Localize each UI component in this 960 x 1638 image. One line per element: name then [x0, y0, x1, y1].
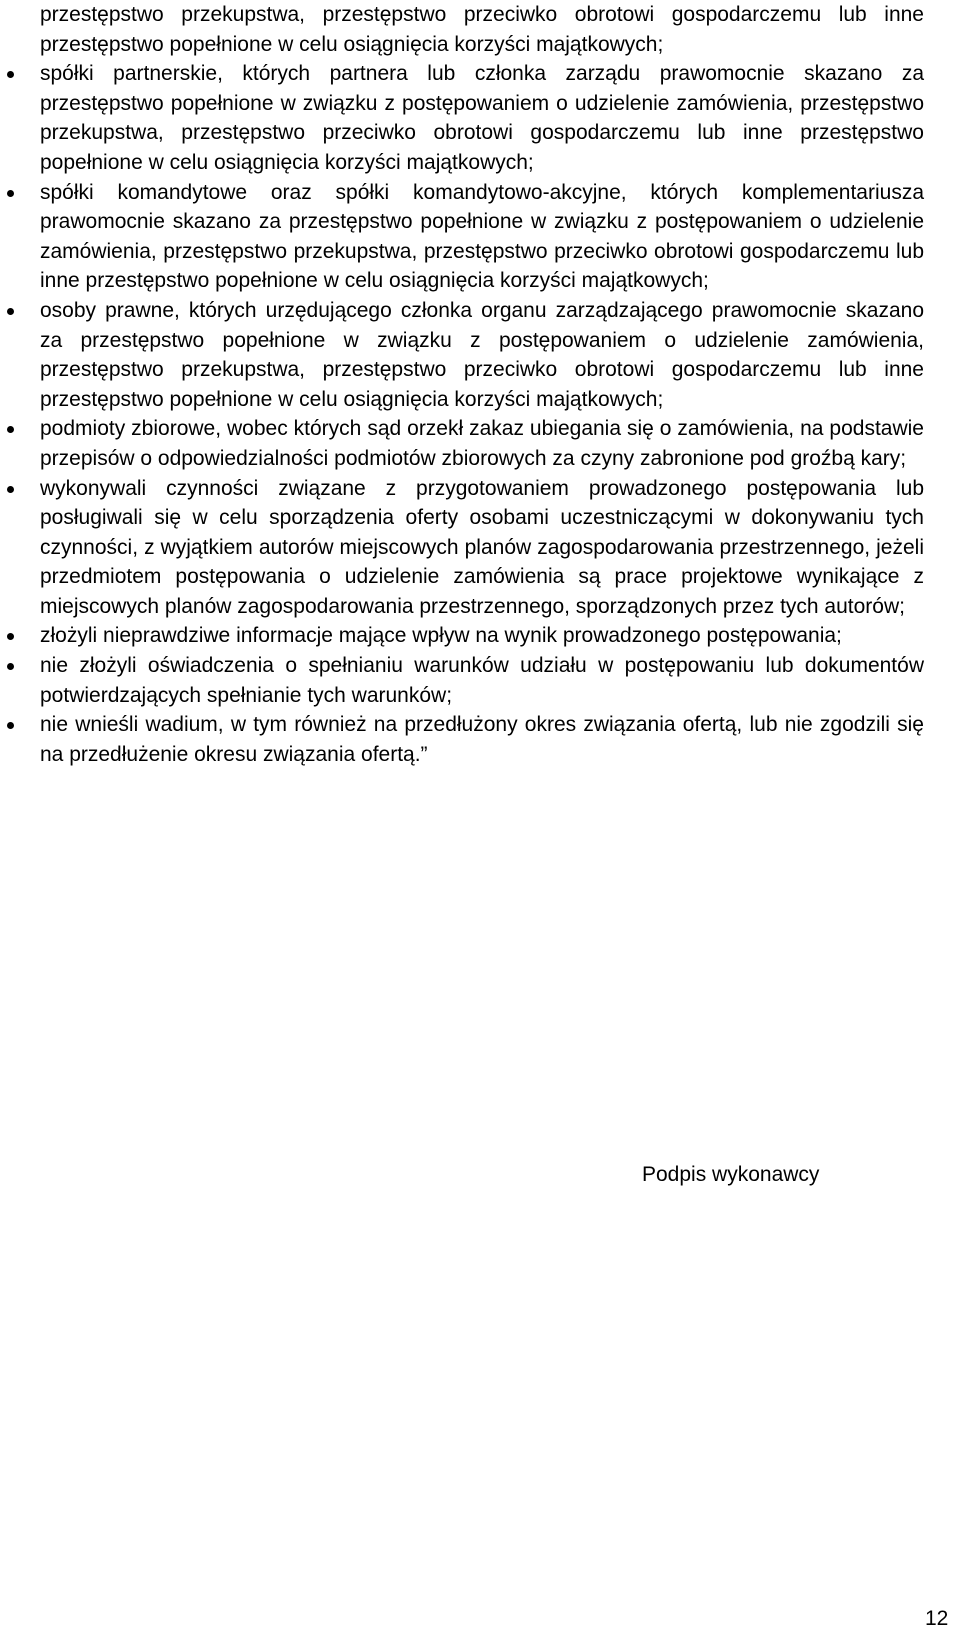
list-item: [40, 651, 924, 710]
bullet-list: [40, 59, 924, 769]
list-item-text: podmioty zbiorowe, wobec których sąd orzekł zakaz ubiegania się o zamówienia, na podstawie przepisów o odpowiedzialności podmiotów zbiorowych za czyny zabronione pod groźbą kary;: [40, 417, 924, 470]
bullet-icon: [7, 722, 14, 729]
list-item: [40, 621, 924, 651]
list-item-text: spółki komandytowe oraz spółki komandytowo-akcyjne, których komplementariusza prawomocnie skazano za przestępstwo popełnione w związku z postępowaniem o udzielenie zamówienia, przestępstwo przekupstwa, przestępstwo przeciwko obrotowi gospodarczemu lub inne przestępstwo popełnione w celu osiągnięcia korzyści majątkowych;: [40, 180, 924, 293]
list-item: [40, 296, 924, 414]
list-item: [40, 59, 924, 177]
bullet-icon: [7, 633, 14, 640]
document-body: [40, 0, 924, 769]
list-item: [40, 414, 924, 473]
page-number: 12: [925, 1607, 949, 1630]
list-item: [40, 178, 924, 296]
continuation-paragraph: przestępstwo przekupstwa, przestępstwo przeciwko obrotowi gospodarczemu lub inne przestępstwo popełnione w celu osiągnięcia korzyści majątkowych;: [40, 3, 924, 56]
list-item-text: nie wnieśli wadium, w tym również na przedłużony okres związania ofertą, lub nie zgodzili się na przedłużenie okresu związania ofertą.”: [40, 713, 924, 766]
list-item-text: spółki partnerskie, których partnera lub członka zarządu prawomocnie skazano za przestępstwo popełnione w związku z postępowaniem o udzielenie zamówienia, przestępstwo przekupstwa, przestępstwo przeciwko obrotowi gospodarczemu lub inne przestępstwo popełnione w celu osiągnięcia korzyści majątkowych;: [40, 62, 924, 174]
list-item: [40, 474, 924, 622]
list-item: [40, 710, 924, 769]
bullet-icon: [7, 308, 14, 315]
signature-label: Podpis wykonawcy: [642, 1163, 820, 1186]
list-item-text: nie złożyli oświadczenia o spełnianiu warunków udziału w postępowaniu lub dokumentów potwierdzających spełnianie tych warunków;: [40, 654, 924, 707]
bullet-icon: [7, 486, 14, 493]
bullet-icon: [7, 663, 14, 670]
list-item-text: złożyli nieprawdziwe informacje mające wpływ na wynik prowadzonego postępowania;: [40, 624, 842, 648]
bullet-icon: [7, 426, 14, 433]
list-item-text: wykonywali czynności związane z przygotowaniem prowadzonego postępowania lub posługiwali się w celu sporządzenia oferty osobami uczestniczącymi w dokonywaniu tych czynności, z wyjątkiem autorów miejscowych planów zagospodarowania przestrzennego, jeżeli przedmiotem postępowania o udzielenie zamówienia są prace projektowe wynikające z miejscowych planów zagospodarowania przestrzennego, sporządzonych przez tych autorów;: [40, 476, 924, 618]
list-item-text: osoby prawne, których urzędującego członka organu zarządzającego prawomocnie skazano za przestępstwo popełnione w związku z postępowaniem o udzielenie zamówienia, przestępstwo przekupstwa, przestępstwo przeciwko obrotowi gospodarczemu lub inne przestępstwo popełnione w celu osiągnięcia korzyści majątkowych;: [40, 298, 924, 411]
bullet-icon: [7, 190, 14, 197]
bullet-icon: [7, 71, 14, 78]
